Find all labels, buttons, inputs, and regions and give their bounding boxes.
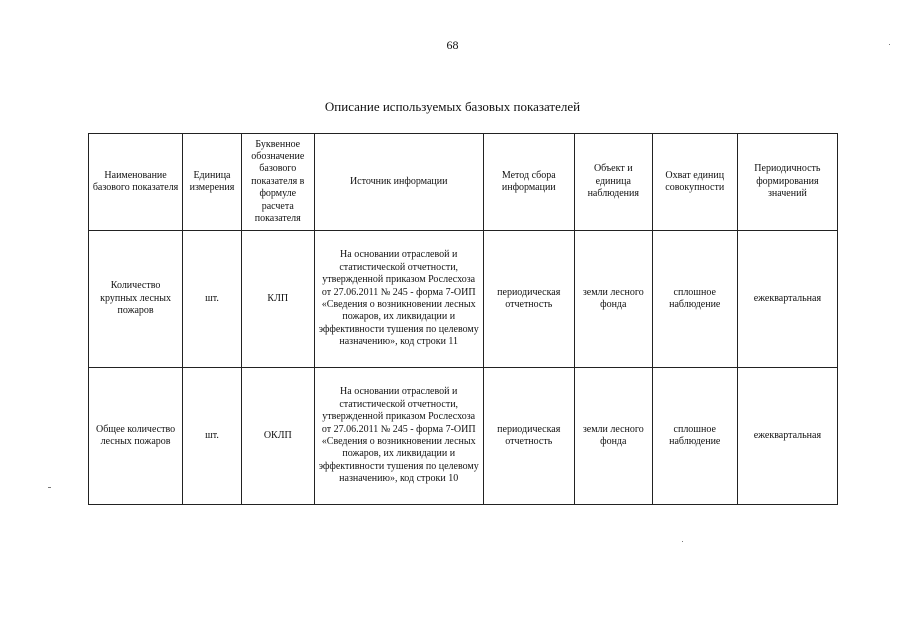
page-title: Описание используемых базовых показателей xyxy=(324,99,581,114)
cell-object: земли лесного фонда xyxy=(574,368,652,505)
scan-speck xyxy=(682,541,683,542)
table-header-row xyxy=(89,134,838,231)
cell-object: земли лесного фонда xyxy=(574,231,652,368)
cell-periodicity: ежеквартальная xyxy=(737,231,837,368)
header-symbol: Буквенное обозначение базового показателя в формуле расчета показателя xyxy=(241,134,314,231)
header-periodicity: Периодичность формирования значений xyxy=(737,134,837,231)
cell-coverage: сплошное наблюдение xyxy=(652,231,737,368)
cell-indicator-name: Количество крупных лесных пожаров xyxy=(89,231,183,368)
table-row xyxy=(89,368,838,505)
header-object: Объект и единица наблюдения xyxy=(574,134,652,231)
table-row xyxy=(89,231,838,368)
page-number: 68 xyxy=(446,38,459,52)
header-source: Источник информации xyxy=(314,134,483,231)
cell-source: На основании отраслевой и статистической отчетности, утвержденной приказом Рослесхоза от 27.06.2011 № 245 - форма 7-ОИП «Сведения о возникновении лесных пожаров, их ликвидации и эффективности тушения по целевому назначению», код строки 11 xyxy=(314,231,483,368)
cell-periodicity: ежеквартальная xyxy=(737,368,837,505)
cell-indicator-name: Общее количество лесных пожаров xyxy=(89,368,183,505)
cell-method: периодическая отчетность xyxy=(483,231,574,368)
cell-unit: шт. xyxy=(183,231,242,368)
header-coverage: Охват единиц совокупности xyxy=(652,134,737,231)
cell-symbol: ОКЛП xyxy=(241,368,314,505)
cell-source: На основании отраслевой и статистической отчетности, утвержденной приказом Рослесхоза от 27.06.2011 № 245 - форма 7-ОИП «Сведения о возникновении лесных пожаров, их ликвидации и эффективности тушения по целевому назначению», код строки 10 xyxy=(314,368,483,505)
header-method: Метод сбора информации xyxy=(483,134,574,231)
cell-symbol: КЛП xyxy=(241,231,314,368)
header-unit: Единица измерения xyxy=(183,134,242,231)
header-indicator-name: Наименование базового показателя xyxy=(89,134,183,231)
cell-unit: шт. xyxy=(183,368,242,505)
cell-method: периодическая отчетность xyxy=(483,368,574,505)
cell-coverage: сплошное наблюдение xyxy=(652,368,737,505)
scan-speck xyxy=(48,487,51,488)
indicators-table xyxy=(88,133,838,505)
scan-speck xyxy=(889,44,890,45)
